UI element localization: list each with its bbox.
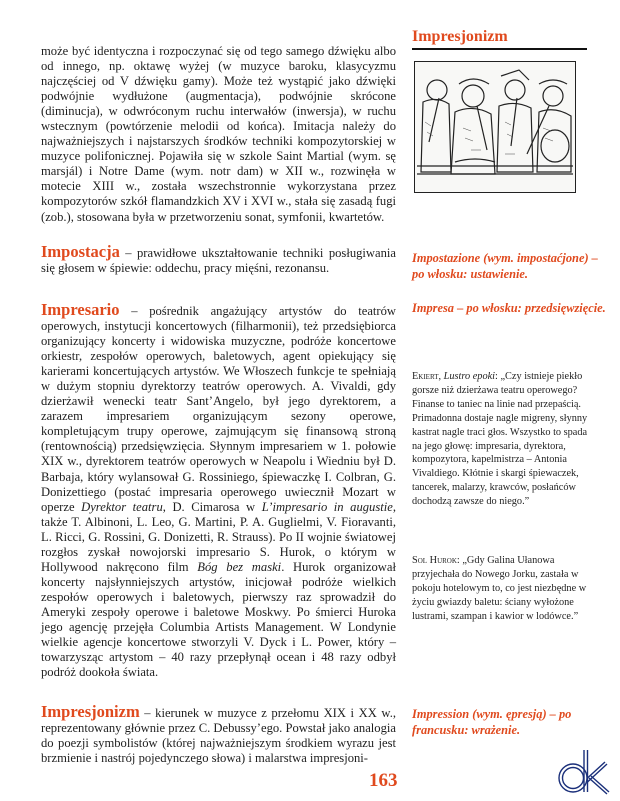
quote-ekiert	[412, 370, 597, 509]
entry-definition: , D. Cimarosa w	[162, 499, 262, 514]
continued-entry-text: może być identyczna i rozpoczynać się od tego samego dźwięku albo od innego, np. oktawę wyżej (w muzyce baroku, klasycyzmu najczęściej od V dźwięku gamy). Może też wystąpić jako dźwięki podwójnie wydłużone (augmentacja), podwójnie skrócone (diminucja), w odwróconym ruchu interwałów (inwersja), w ruchu wstecznym (powtórzenie melodii od końca). Imitacja należy do najważniejszych i najstarszych środków techniki kompozytorskiej w muzyce polifonicznej. Pojawiła się w szkole Saint Martial (wym. sę marsjál) i Notre Dame (wym. notr dam) w XII w., rozwinęła w motecie XIII w., została wszechstronnie wykorzystana przez kompozytorów szkół flamandzkich XV i XVI w., stała się zasadą fugi (zob.), stosowana była w przetworzeniu sonat, symfonii, kwartetów.	[41, 44, 396, 224]
entry-definition: . Hurok organizował koncerty najsłynniejszych artystów, inicjował podróże wielkich zespołów operowych i baletowych, pierwszy raz sprowadził do Ameryki zespoły operowe i baletowe Moskwy. Po śmierci Huroka jego agencję przejęła Columbia Artists Management. W Londynie wielkie agencje koncertowe stworzyli V. Dyck i L. Power, który – towarzysząc artystom – 40 razy przepłynął ocean i 48 razy odbył podróż dookoła świata.	[41, 559, 396, 680]
quote-author: Sol Hurok	[412, 555, 457, 566]
work-title: L’impresario in augustie	[261, 499, 393, 514]
margin-note: Impression (wym. ępresją) – po francusku: wrażenie.	[412, 707, 572, 737]
margin-note-impresa	[412, 300, 607, 316]
quote-author: Ekiert	[412, 371, 439, 382]
quote-text: : „Gdy Galina Ułanowa przyjechała do Nowego Jorku, zastała w pokoju hotelowym to, co jest niezbędne w życiu gwiazdy baletu: ściany wyłożone lustrami, szampan i kawior w lodówce.”	[412, 555, 587, 622]
margin-note-impression	[412, 706, 602, 738]
quote-hurok	[412, 554, 597, 624]
quote-text: : „Czy istnieje piekło gorsze niż dzierżawa teatru operowego? Finanse to taniec na linie nad przepaścią. Primadonna dostaje nagle migreny, słynny kastrat nagle traci głos. Wszystko to spada na jego głowę: impresaria, dyrektora, kompozytora, kapelmistrza – Antonia Vivaldiego. Kłótnie i skargi śpiewaczek, tancerek, malarzy, krawców, posłańców dochodzą zawsze do niego.”	[412, 371, 588, 508]
work-title: Bóg bez maski	[197, 559, 282, 574]
entry-impresario	[41, 302, 396, 680]
page-number: 163	[369, 770, 398, 791]
entry-impresjonizm	[41, 704, 396, 766]
entry-term: Impresjonizm	[41, 702, 140, 721]
entry-term: Impostacja	[41, 242, 120, 261]
entry-definition: – prawidłowe ukształtowanie techniki posługiwania się głosem w śpiewie: oddechu, pracy mięśni, rezonansu.	[41, 246, 396, 276]
sidebar-header	[412, 28, 607, 50]
woodcut-illustration	[414, 61, 576, 193]
margin-note: Impresa – po włosku: przedsięwzięcie.	[412, 301, 606, 315]
musicians-woodcut-icon	[415, 62, 575, 192]
entry-term: Impresario	[41, 300, 120, 319]
margin-note-impostazione	[412, 250, 607, 282]
quote-source: Lustro epoki	[443, 371, 496, 382]
continued-entry	[41, 44, 396, 225]
dk-logo-icon	[555, 748, 610, 796]
entry-definition: – kierunek w muzyce z przełomu XIX i XX w., reprezentowany głównie przez C. Debussy’ego. Powstał jako analogia do poezji symbolistów (której najważniejszym środkiem wyrazu jest brzmienie i nastrój pojedynczego słowa) i malarstwa impresjoni-	[41, 706, 396, 766]
entry-definition: – pośrednik angażujący artystów do teatrów operowych, instytucji koncertowych (filharmonii), też przedsiębiorca organizujący koncerty i widowiska muzyczne, podróże koncertowe orkiestr, zespołów operowych, baletowych, agent opiekujący się karierami koncertujących artystów. We Włoszech funkcje te spełniają w dużym stopniu dyrektorzy teatrów operowych. A. Vivaldi, gdy dzierżawił wenecki teatr Sant’Angelo, był jego dyrektorem, a zarazem impresariem organizującym sezony operowe, kompletującym trupy operowe, zajmującym się finansową stroną (rentownością) przedsięwzięcia. Słynnym impresariem w 1. połowie XIX w., dyrektorem teatrów operowych w Neapolu i Wiedniu był D. Barbaja, który wylansował G. Rossiniego, śpiewaczkę I. Colbran, G. Donizettiego (postać impresaria operowego uwiecznił Mozart w operze	[41, 304, 396, 514]
quote-separator: ,	[438, 371, 444, 382]
work-title: Dyrektor teatru	[81, 499, 163, 514]
entry-impostacja	[41, 244, 396, 276]
section-title: Impresjonizm	[412, 28, 587, 50]
entry-definition: , także T. Albinoni, L. Leo, G. Martini, P. A. Guglielmi, V. Fioravanti, L. Ricci, G. Rossini, G. Donizetti, R. Strauss). Po II wojnie światowej rozgłos zyskał nowojorski impresario S. Hurok, o którym w Hollywood nakręcono film	[41, 499, 396, 574]
publisher-logo	[555, 748, 610, 796]
margin-note: Impostazione (wym. impostaćjone) – po włosku: ustawienie.	[412, 251, 598, 281]
